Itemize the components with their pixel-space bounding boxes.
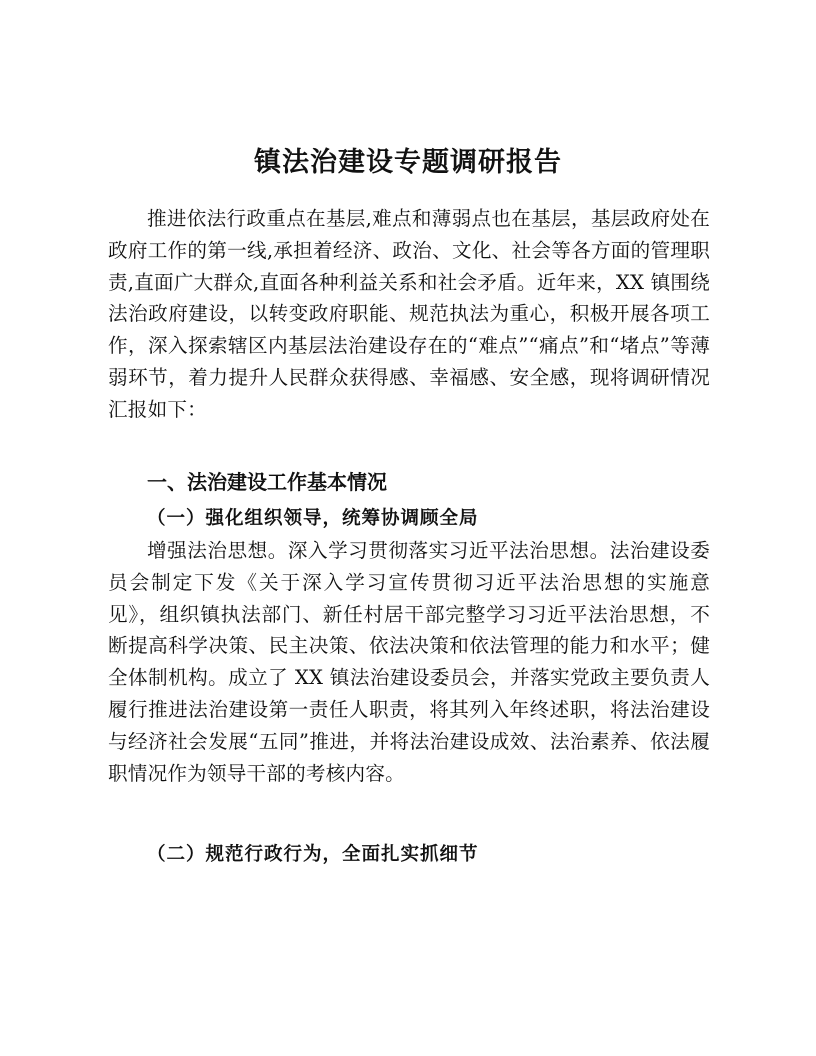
document-title: 镇法治建设专题调研报告 <box>254 147 562 178</box>
subsection-1-paragraph: 增强法治思想。深入学习贯彻落实习近平法治思想。法治建设委员会制定下发《关于深入学习宣传贯彻习近平法治思想的实施意见》，组织镇执法部门、新任村居干部完整学习习近平法治思想，不断提高科学决策、民主决策、依法决策和依法管理的能力和水平；健全体制机构。成立了 XX 镇法治建设委员会，并落实党政主要负责人履行推进法治建设第一责任人职责，将其列入年终述职，将法治建设与经济社会发展“五同”推进，并将法治建设成效、法治素养、依法履职情况作为领导干部的考核内容。 <box>108 539 710 785</box>
subsection-heading-1: （一）强化组织领导，统筹协调顾全局 <box>147 508 479 529</box>
subsection-heading-2: （二）规范行政行为，全面扎实抓细节 <box>147 844 479 865</box>
intro-paragraph: 推进依法行政重点在基层,难点和薄弱点也在基层，基层政府处在政府工作的第一线,承担着经济、政治、文化、社会等各方面的管理职责,直面广大群众,直面各种利益关系和社会矛盾。近年来，XX 镇围绕法治政府建设，以转变政府职能、规范执法为重心，积极开展各项工作，深入探索辖区内基层法治建设存在的“难点”“痛点”和“堵点”等薄弱环节，着力提升人民群众获得感、幸福感、安全感，现将调研情况汇报如下： <box>108 207 710 421</box>
section-heading-1: 一、法治建设工作基本情况 <box>147 470 387 494</box>
